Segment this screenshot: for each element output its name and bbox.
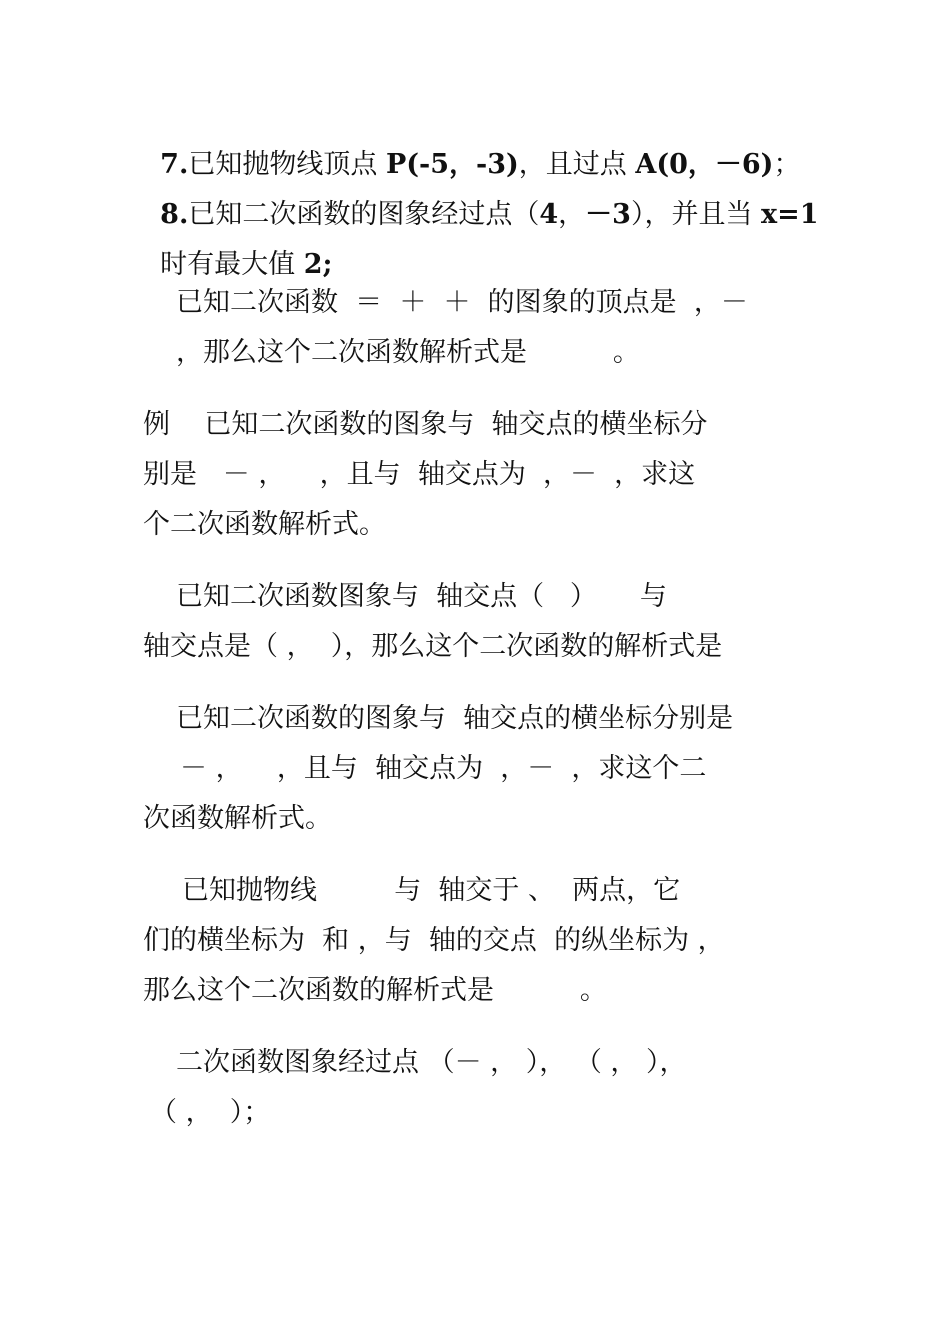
example-line-1: 例 已知二次函数的图象与 轴交点的横坐标分 xyxy=(143,409,708,440)
problem-roots-line-3: 次函数解析式。 xyxy=(143,803,332,834)
problem-roots-line-2: － ， ，且与 轴交点为 ，－ ，求这个二 xyxy=(180,753,707,784)
line-7-point-a: A(0，－6) xyxy=(635,149,774,180)
line-8-number: 8. xyxy=(160,199,189,230)
line-8-comma: ， xyxy=(558,199,586,230)
problem-vertex-line-1: 已知二次函数 ＝ ＋ ＋ 的图象的顶点是 ，－ xyxy=(176,287,748,318)
problem-roots-line-1: 已知二次函数的图象与 轴交点的横坐标分别是 xyxy=(176,703,734,734)
line-8-cont xyxy=(143,214,333,280)
problem-parabola-line-1: 已知抛物线 与 轴交于 、 两点，它 xyxy=(182,875,681,906)
line-7-number: 7. xyxy=(160,149,189,180)
line-7-text-b: ，且过点 xyxy=(518,149,636,180)
problem-parabola-line-2: 们的横坐标为 和 ，与 轴的交点 的纵坐标为 ， xyxy=(143,925,725,956)
problem-points-line-2: （ ， ）； xyxy=(150,1097,271,1128)
line-8-cont-value: 2; xyxy=(303,249,333,280)
line-7-text-c: ； xyxy=(773,149,801,180)
problem-parabola-line-3: 那么这个二次函数的解析式是 。 xyxy=(143,975,607,1006)
line-8-text-b: ），并且当 xyxy=(630,199,762,230)
problem-points-line-1: 二次函数图象经过点 （－ ， ）， （ ， ）， xyxy=(176,1047,687,1078)
line-8-value-neg3: －3 xyxy=(585,199,631,230)
line-7-text-a: 已知抛物线顶点 xyxy=(188,149,386,180)
line-7-point-p: P(-5，-3) xyxy=(385,149,519,180)
line-8-text-a: 已知二次函数的图象经过点（ xyxy=(188,199,540,230)
line-8-value-4: 4 xyxy=(539,199,559,230)
line-8 xyxy=(143,164,819,230)
line-8-x-eq-1: x=1 xyxy=(761,199,819,230)
example-line-3: 个二次函数解析式。 xyxy=(143,509,386,540)
line-7 xyxy=(143,114,801,180)
problem-vertex-line-2: ，那么这个二次函数解析式是 。 xyxy=(176,337,640,368)
line-8-cont-text: 时有最大值 xyxy=(160,249,304,280)
example-line-2: 别是 － ， ，且与 轴交点为 ，－ ，求这 xyxy=(143,459,696,490)
problem-intercept-line-1: 已知二次函数图象与 轴交点（ ） 与 xyxy=(176,581,667,612)
problem-intercept-line-2: 轴交点是（ ， ），那么这个二次函数的解析式是 xyxy=(143,631,723,662)
